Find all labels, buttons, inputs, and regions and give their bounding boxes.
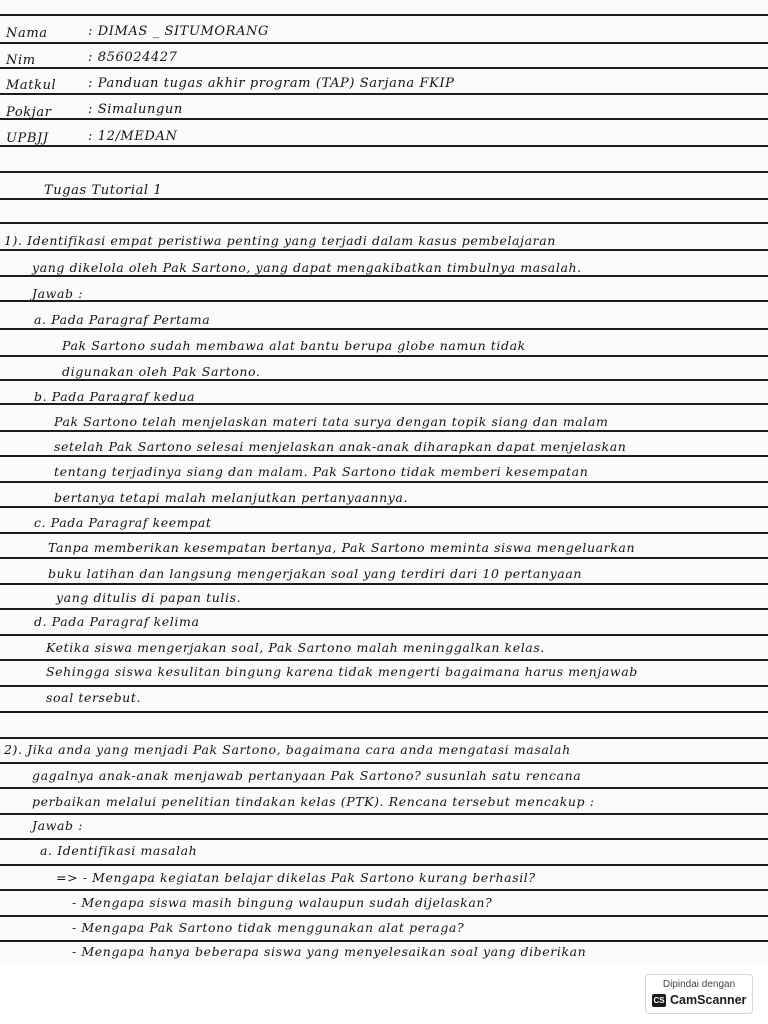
q1-answer-line: Tanpa memberikan kesempatan bertanya, Pak Sartono meminta siswa mengeluarkan xyxy=(48,540,636,555)
nim-value: : 856024427 xyxy=(88,50,178,65)
ruled-line xyxy=(0,118,768,120)
ruled-line xyxy=(0,762,768,764)
q1-answer-line: buku latihan dan langsung mengerjakan soal yang terdiri dari 10 pertanyaan xyxy=(48,566,583,581)
ruled-line xyxy=(0,455,768,457)
q1-answer-line: setelah Pak Sartono selesai menjelaskan anak-anak diharapkan dapat menjelaskan xyxy=(54,439,627,454)
ruled-line xyxy=(0,249,768,251)
answer-label: Jawab : xyxy=(32,818,84,833)
ruled-line xyxy=(0,711,768,713)
q1-line: yang dikelola oleh Pak Sartono, yang dapat mengakibatkan timbulnya masalah. xyxy=(32,260,582,275)
ruled-line xyxy=(0,787,768,789)
ruled-line xyxy=(0,379,768,381)
ruled-line xyxy=(0,659,768,661)
ruled-line xyxy=(0,355,768,357)
q1-answer-line: soal tersebut. xyxy=(46,690,142,705)
scanned-with-text: Dipindai dengan xyxy=(662,979,736,990)
camscanner-brand: CamScanner xyxy=(670,993,747,1007)
q1-subheading: b. Pada Paragraf kedua xyxy=(34,389,196,404)
ruled-line xyxy=(0,940,768,942)
ruled-line xyxy=(0,198,768,200)
ruled-line xyxy=(0,557,768,559)
ruled-line xyxy=(0,67,768,69)
q1-answer-line: tentang terjadinya siang dan malam. Pak Sartono tidak memberi kesempatan xyxy=(54,464,589,479)
matkul-label: Matkul xyxy=(6,78,57,93)
pokjar-label: Pokjar xyxy=(6,105,52,120)
q2-answer-line: - Mengapa hanya beberapa siswa yang menyelesaikan soal yang diberikan xyxy=(72,944,587,959)
q1-answer-line: digunakan oleh Pak Sartono. xyxy=(62,364,261,379)
ruled-line xyxy=(0,583,768,585)
page-title: Tugas Tutorial 1 xyxy=(44,183,163,198)
ruled-line xyxy=(0,481,768,483)
ruled-line xyxy=(0,14,768,16)
q1-answer-line: Pak Sartono sudah membawa alat bantu berupa globe namun tidak xyxy=(62,338,526,353)
answer-label: Jawab : xyxy=(32,286,84,301)
upbjj-value: : 12/MEDAN xyxy=(88,129,178,144)
q2-line: 2). Jika anda yang menjadi Pak Sartono, bagaimana cara anda mengatasi masalah xyxy=(4,742,571,757)
ruled-line xyxy=(0,889,768,891)
matkul-value: : Panduan tugas akhir program (TAP) Sarjana FKIP xyxy=(88,76,455,91)
ruled-line xyxy=(0,864,768,866)
q1-answer-line: bertanya tetapi malah melanjutkan pertanyaannya. xyxy=(54,490,409,505)
q1-subheading: c. Pada Paragraf keempat xyxy=(34,515,212,530)
ruled-line xyxy=(0,275,768,277)
q2-subheading: a. Identifikasi masalah xyxy=(40,843,198,858)
ruled-line xyxy=(0,171,768,173)
q1-answer-line: Sehingga siswa kesulitan bingung karena tidak mengerti bagaimana harus menjawab xyxy=(46,664,638,679)
ruled-line xyxy=(0,813,768,815)
upbjj-label: UPBJJ xyxy=(6,131,49,146)
q1-subheading: d. Pada Paragraf kelima xyxy=(34,614,200,629)
camscanner-badge xyxy=(645,974,753,1014)
q1-answer-line: Pak Sartono telah menjelaskan materi tata surya dengan topik siang dan malam xyxy=(54,414,609,429)
q2-answer-line: - Mengapa siswa masih bingung walaupun sudah dijelaskan? xyxy=(72,895,493,910)
q2-answer-line: - Mengapa Pak Sartono tidak menggunakan alat peraga? xyxy=(72,920,465,935)
nama-label: Nama xyxy=(6,26,48,41)
camscanner-logo-icon: CS xyxy=(653,996,665,1005)
ruled-line xyxy=(0,93,768,95)
q1-answer-line: yang ditulis di papan tulis. xyxy=(56,590,242,605)
ruled-line xyxy=(0,300,768,302)
ruled-line xyxy=(0,42,768,44)
ruled-line xyxy=(0,685,768,687)
ruled-line xyxy=(0,608,768,610)
ruled-line xyxy=(0,506,768,508)
nama-value: : DIMAS _ SITUMORANG xyxy=(88,24,270,39)
ruled-line xyxy=(0,222,768,224)
ruled-line xyxy=(0,145,768,147)
q1-line: 1). Identifikasi empat peristiwa penting yang terjadi dalam kasus pembelajaran xyxy=(4,233,556,248)
q2-answer-line: => - Mengapa kegiatan belajar dikelas Pak Sartono kurang berhasil? xyxy=(56,870,536,885)
ruled-line xyxy=(0,838,768,840)
ruled-line xyxy=(0,532,768,534)
nim-label: Nim xyxy=(6,53,36,68)
ruled-line xyxy=(0,634,768,636)
pokjar-value: : Simalungun xyxy=(88,102,183,117)
q2-line: gagalnya anak-anak menjawab pertanyaan Pak Sartono? susunlah satu rencana xyxy=(32,768,582,783)
ruled-line xyxy=(0,915,768,917)
ruled-line xyxy=(0,328,768,330)
ruled-line xyxy=(0,430,768,432)
q1-answer-line: Ketika siswa mengerjakan soal, Pak Sartono malah meninggalkan kelas. xyxy=(46,640,545,655)
ruled-line xyxy=(0,737,768,739)
q1-subheading: a. Pada Paragraf Pertama xyxy=(34,312,211,327)
q2-line: perbaikan melalui penelitian tindakan kelas (PTK). Rencana tersebut mencakup : xyxy=(32,794,595,809)
